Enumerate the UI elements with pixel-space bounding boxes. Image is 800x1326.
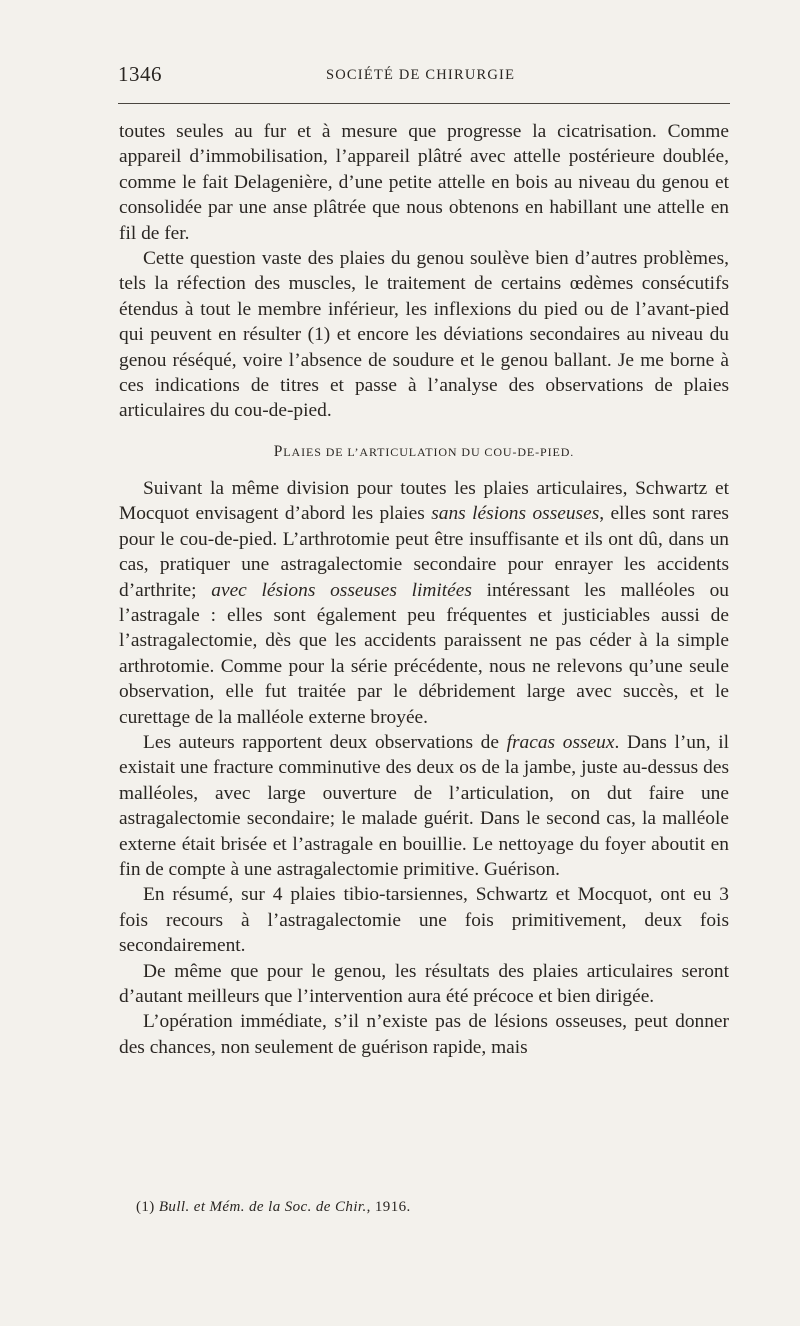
footnote: [136, 1197, 696, 1217]
section-heading-initial: P: [273, 442, 284, 460]
paragraph: [119, 959, 729, 1010]
paragraph: [119, 1009, 729, 1060]
body-text: [119, 119, 729, 1060]
paragraph: [119, 246, 729, 424]
section-heading: [119, 442, 729, 462]
text-run: L’opération immédiate, s’il n’existe pas de lésions osseuses, peut donner des chances, non seulement de guérison rapide, mais: [119, 1011, 729, 1058]
italic-text: fracas osseux: [506, 731, 615, 753]
text-run: intéressant les malléoles ou l’astragale : elles sont également peu fréquentes et justiciables aussi de l’astragalectomie, dès que les accidents paraissent ne pas céder à la simple arthrotomie. Comme pour la série précédente, nous ne relevons qu’une seule observation, elle fut traitée par le débridement large avec succès, et le curettage de la malléole externe broyée.: [119, 579, 730, 728]
page-header: [118, 62, 728, 92]
paragraph: [119, 476, 729, 730]
text-run: De même que pour le genou, les résultats des plaies articulaires seront d’autant meilleurs que l’intervention aura été précoce et bien dirigée.: [119, 960, 729, 1007]
footnote-reference: Bull. et Mém. de la Soc. de Chir.: [158, 1199, 367, 1215]
text-run: toutes seules au fur et à mesure que progresse la cicatrisation. Comme appareil d’immobilisation, l’appareil plâtré avec attelle postérieure doublée, comme le fait Delagenière, d’une petite attelle en bois au niveau du genou et consolidée par une anse plâtrée que nous obtenons en habillant une attelle en fil de fer.: [119, 121, 729, 244]
text-run: Suivant la même division pour toutes les plaies articulaires, Schwartz et Mocquot envisagent d’abord les plaies: [119, 477, 729, 525]
text-run: , elles sont rares pour le cou-de-pied. L’arthrotomie peut être insuffisante et ils ont dû, dans un cas, pratiquer une astragalectomie secondaire pour enrayer les accidents d’arthrite;: [119, 503, 729, 601]
italic-text: sans lésions osseuses: [431, 503, 600, 525]
page-number: 1346: [118, 62, 162, 86]
section-heading-text: LAIES DE L’ARTICULATION DU COU-DE-PIED.: [283, 444, 575, 459]
text-run: En résumé, sur 4 plaies tibio-tarsiennes, Schwartz et Mocquot, ont eu 3 fois recours à l’astragalectomie une fois primitivement, deux fois secondairement.: [119, 884, 729, 957]
footnote-reference-tail: , 1916.: [366, 1199, 411, 1215]
text-run: Cette question vaste des plaies du genou soulève bien d’autres problèmes, tels la réfection des muscles, le traitement de certains œdèmes consécutifs étendus à tout le membre inférieur, les inflexions du pied ou de l’avant-pied qui peuvent en résulter (1) et encore les déviations secondaires au niveau du genou réséqué, voire l’absence de soudure et le genou ballant. Je me borne à ces indications de titres et passe à l’analyse des observations de plaies articulaires du cou-de-pied.: [119, 248, 729, 422]
running-title: SOCIÉTÉ DE CHIRURGIE: [326, 67, 516, 83]
paragraph: [119, 730, 729, 882]
paragraph: [119, 882, 729, 958]
text-run: . Dans l’un, il existait une fracture comminutive des deux os de la jambe, juste au-dessus des malléoles, avec large ouverture de l’articulation, on dut faire une astragalectomie secondaire; le malade guérit. Dans le second cas, la malléole externe était brisée et l’astragale en bouillie. Le nettoyage du foyer aboutit en fin de compte à une astragalectomie primitive. Guérison.: [119, 731, 729, 880]
paragraph: [119, 119, 729, 246]
header-rule: [118, 103, 730, 104]
italic-text: avec lésions osseuses limitées: [211, 579, 472, 601]
footnote-marker: (1): [136, 1199, 155, 1215]
text-run: Les auteurs rapportent deux observations de: [143, 731, 507, 753]
